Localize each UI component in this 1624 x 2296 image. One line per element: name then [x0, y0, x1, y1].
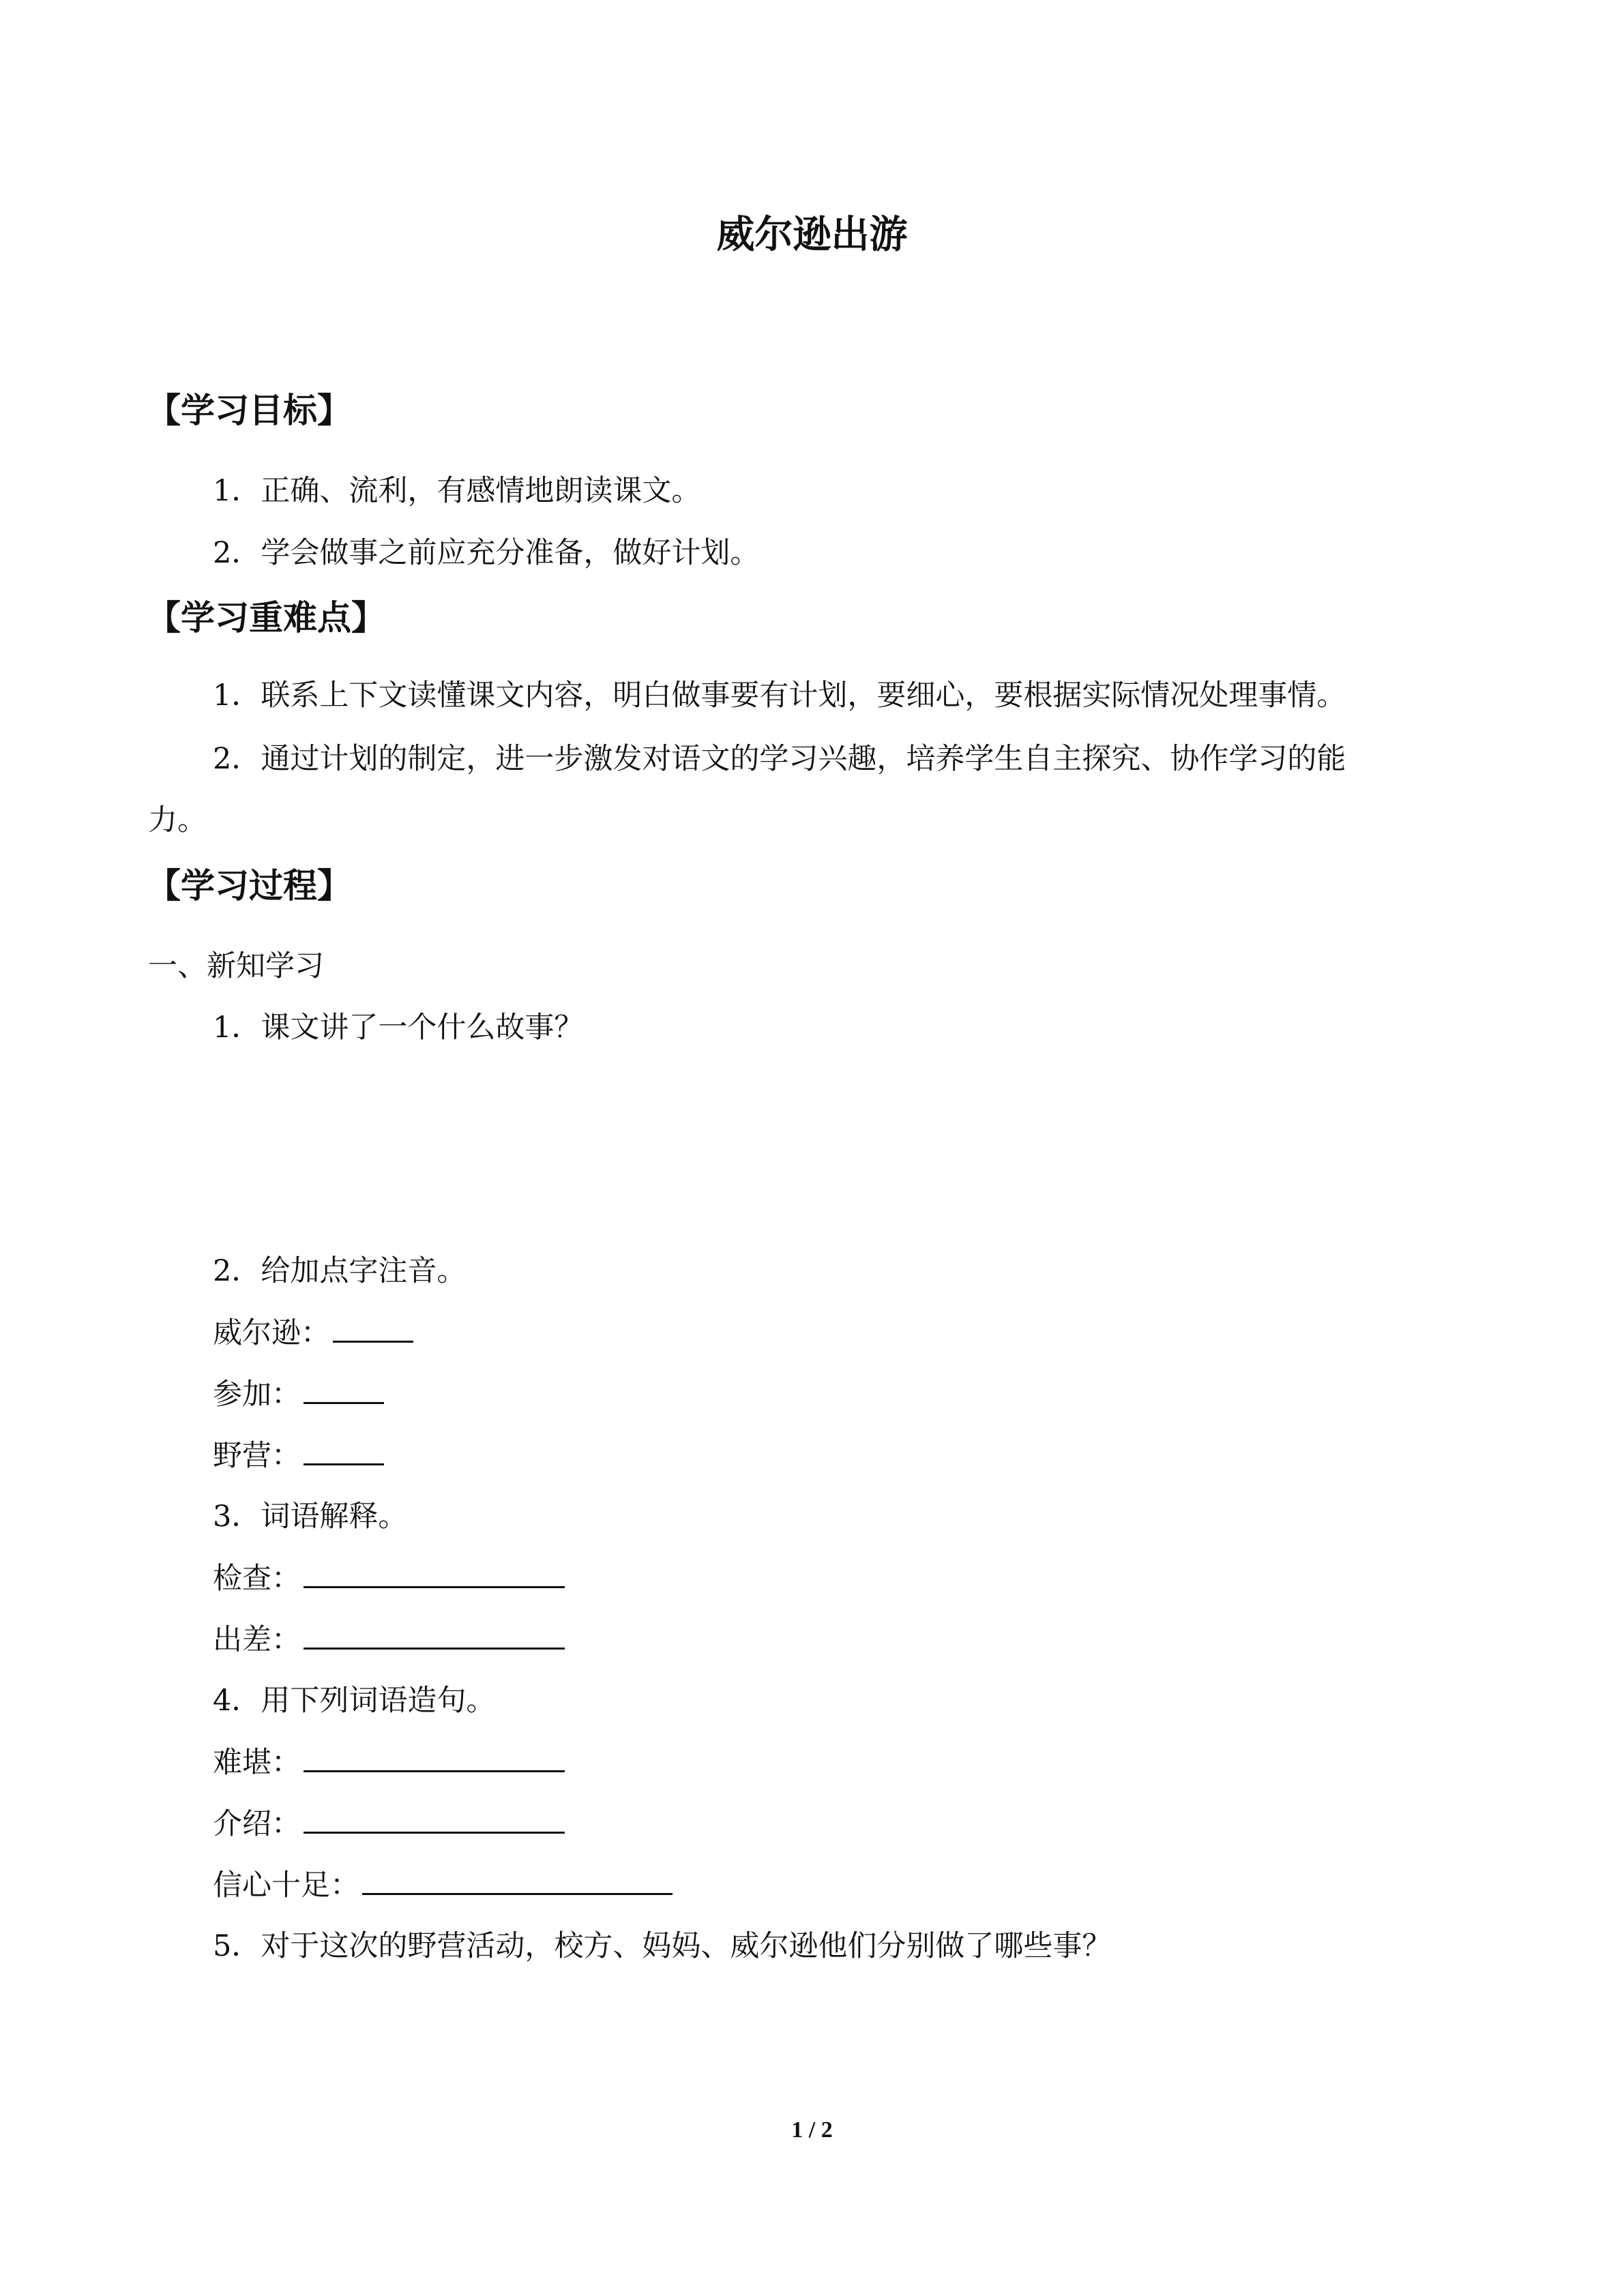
question-4: 4．用下列词语造句。 [213, 1684, 496, 1718]
question-3: 3．词语解释。 [213, 1500, 408, 1534]
answer-blank[interactable] [304, 1373, 384, 1404]
goal-item-1: 1．正确、流利，有感情地朗读课文。 [213, 474, 701, 508]
page-number: 1 / 2 [791, 2117, 833, 2143]
definition-label: 出差： [213, 1623, 301, 1657]
question-1: 1．课文讲了一个什么故事？ [213, 1011, 584, 1045]
pinyin-label: 野营： [213, 1439, 301, 1473]
question-2: 2．给加点字注音。 [213, 1254, 467, 1288]
key-points-heading: 【学习重难点】 [147, 598, 385, 638]
goal-item-2: 2．学会做事之前应充分准备，做好计划。 [213, 536, 760, 570]
answer-blank[interactable] [333, 1312, 413, 1343]
goals-heading: 【学习目标】 [147, 391, 351, 430]
pinyin-item-3 [213, 1435, 384, 1476]
answer-blank[interactable] [304, 1619, 565, 1650]
answer-blank[interactable] [304, 1557, 565, 1588]
key-point-item-2-continuation: 力。 [148, 803, 207, 837]
sentence-item-2 [213, 1803, 565, 1845]
pinyin-item-1 [213, 1312, 413, 1354]
answer-blank[interactable] [304, 1803, 565, 1834]
sentence-item-3 [213, 1864, 673, 1906]
sentence-label: 难堪： [213, 1746, 301, 1780]
definition-item-1 [213, 1557, 565, 1599]
key-point-item-1: 1．联系上下文读懂课文内容，明白做事要有计划，要细心，要根据实际情况处理事情。 [213, 679, 1346, 713]
process-heading: 【学习过程】 [147, 866, 351, 906]
answer-blank[interactable] [362, 1864, 673, 1895]
pinyin-label: 威尔逊： [213, 1316, 330, 1350]
question-5: 5．对于这次的野营活动，校方、妈妈、威尔逊他们分别做了哪些事？ [213, 1929, 1112, 1963]
sentence-label: 介绍： [213, 1807, 301, 1841]
sentence-item-1 [213, 1742, 565, 1783]
page-title: 威尔逊出游 [716, 213, 908, 257]
answer-blank[interactable] [304, 1435, 384, 1465]
definition-item-2 [213, 1619, 565, 1660]
key-point-item-2: 2．通过计划的制定，进一步激发对语文的学习兴趣，培养学生自主探究、协作学习的能 [213, 742, 1346, 776]
pinyin-item-2 [213, 1373, 384, 1415]
sentence-label: 信心十足： [213, 1868, 359, 1903]
answer-blank[interactable] [304, 1742, 565, 1772]
definition-label: 检查： [213, 1562, 301, 1596]
pinyin-label: 参加： [213, 1377, 301, 1412]
section-new-knowledge: 一、新知学习 [148, 949, 324, 983]
